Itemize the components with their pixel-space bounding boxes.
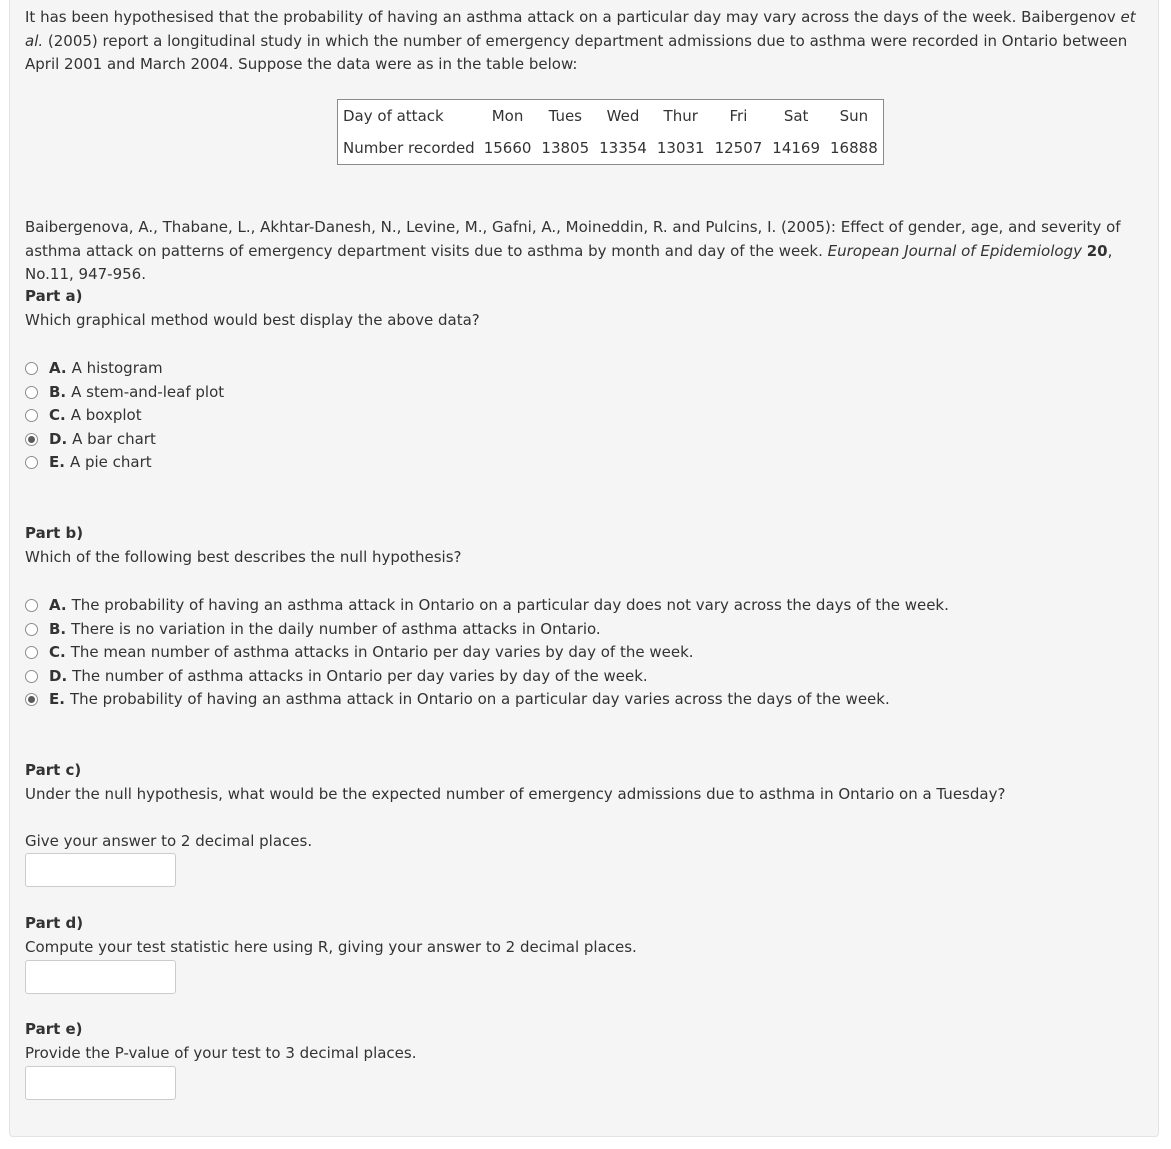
intro-paragraph [25, 6, 1147, 77]
table-header-row [338, 100, 884, 133]
table-day-cell: Wed [606, 107, 640, 125]
option-text: A histogram [71, 359, 163, 377]
table-row-label: Number recorded [343, 139, 475, 157]
radio-button[interactable] [25, 670, 38, 683]
part-c-answer-input[interactable] [25, 853, 176, 887]
table-day-cell: Thur [663, 107, 698, 125]
part-b-option-a[interactable] [25, 594, 949, 618]
intro-text-1: It has been hypothesised that the probability of having an asthma attack on a particular day may vary across the days of the week. Baibergenov [25, 8, 1121, 26]
asthma-data-table [337, 99, 884, 165]
table-count-cell: 12507 [714, 139, 763, 157]
table-count-row [338, 132, 884, 165]
option-text: A pie chart [69, 453, 152, 471]
option-text: A boxplot [70, 406, 142, 424]
reference-citation [25, 216, 1155, 287]
option-letter: D. [49, 666, 68, 685]
option-letter: C. [49, 643, 66, 661]
table-count-cell: 13031 [656, 139, 705, 157]
radio-button[interactable] [25, 433, 38, 446]
part-c-question: Under the null hypothesis, what would be the expected number of emergency admissions due to asthma in Ontario on a Tuesday? [25, 785, 1006, 803]
table-day-cell: Sat [783, 107, 809, 125]
reference-rest: , No.11, 947-956. [25, 241, 1113, 283]
radio-button[interactable] [25, 646, 38, 659]
option-text: A stem-and-leaf plot [71, 382, 225, 401]
table-header-label: Day of attack [343, 107, 444, 125]
table-day-cell: Tues [548, 107, 582, 125]
part-c-title: Part c) [25, 761, 82, 779]
option-letter: B. [49, 619, 67, 638]
question-panel [9, 0, 1159, 1137]
option-text: The mean number of asthma attacks in Ontario per day varies by day of the week. [70, 643, 694, 661]
part-a-question: Which graphical method would best display the above data? [25, 311, 480, 329]
radio-button[interactable] [25, 386, 38, 399]
part-b-option-c[interactable] [25, 641, 949, 665]
option-text: A bar chart [72, 429, 156, 448]
table-count-cell: 13805 [541, 139, 590, 157]
part-a-option-b[interactable] [25, 381, 224, 405]
part-a-options [25, 357, 224, 475]
option-letter: B. [49, 382, 67, 401]
option-letter: E. [49, 690, 65, 708]
option-letter: A. [49, 596, 67, 614]
part-d-answer-input[interactable] [25, 960, 176, 994]
part-b-option-e[interactable] [25, 688, 949, 712]
reference-journal: European Journal of Epidemiology [827, 241, 1082, 260]
part-e-title: Part e) [25, 1020, 83, 1038]
option-letter: C. [49, 406, 66, 424]
radio-button[interactable] [25, 623, 38, 636]
radio-button[interactable] [25, 456, 38, 469]
option-text: The number of asthma attacks in Ontario per day varies by day of the week. [72, 666, 648, 685]
part-b-options [25, 594, 949, 712]
radio-button[interactable] [25, 362, 38, 375]
part-a-option-a[interactable] [25, 357, 224, 381]
part-a-title: Part a) [25, 287, 83, 305]
table-count-cell: 13354 [599, 139, 647, 157]
part-a-option-c[interactable] [25, 404, 224, 428]
table-day-cell: Mon [491, 107, 524, 125]
radio-button[interactable] [25, 409, 38, 422]
part-d-question: Compute your test statistic here using R, giving your answer to 2 decimal places. [25, 938, 637, 956]
option-letter: D. [49, 429, 68, 448]
table-count-cell: 16888 [830, 139, 878, 157]
part-e-question: Provide the P-value of your test to 3 decimal places. [25, 1044, 417, 1062]
intro-et-al: et al. [25, 8, 1136, 50]
part-b-option-b[interactable] [25, 618, 949, 642]
option-text: The probability of having an asthma attack in Ontario on a particular day varies across the days of the week. [69, 690, 890, 708]
option-text: The probability of having an asthma attack in Ontario on a particular day does not vary across the days of the week. [71, 596, 949, 614]
radio-button[interactable] [25, 693, 38, 706]
part-b-option-d[interactable] [25, 665, 949, 689]
intro-text-2: (2005) report a longitudinal study in which the number of emergency department admissions due to asthma were recorded in Ontario between April 2001 and March 2004. Suppose the data were as in the table below: [25, 31, 1128, 73]
part-c-instruction: Give your answer to 2 decimal places. [25, 832, 313, 850]
part-e-answer-input[interactable] [25, 1066, 176, 1100]
part-d-title: Part d) [25, 914, 84, 932]
reference-authors-title: Baibergenova, A., Thabane, L., Akhtar-Danesh, N., Levine, M., Gafni, A., Moineddin, R. and Pulcins, I. (2005): Effect of gender, age, and severity of asthma attack on patterns of emergency department visits due to asthma by month and day of the week. [25, 218, 1121, 260]
table-count-cell: 15660 [483, 139, 532, 157]
part-a-option-d[interactable] [25, 428, 224, 452]
table-count-cell: 14169 [772, 139, 821, 157]
option-letter: A. [49, 359, 67, 377]
part-b-title: Part b) [25, 524, 84, 542]
option-letter: E. [49, 453, 65, 471]
reference-volume: 20 [1086, 241, 1108, 260]
table-day-cell: Sun [839, 107, 869, 125]
part-b-question: Which of the following best describes the null hypothesis? [25, 548, 462, 566]
part-a-option-e[interactable] [25, 451, 224, 475]
option-text: There is no variation in the daily number of asthma attacks in Ontario. [71, 619, 601, 638]
table-day-cell: Fri [729, 107, 748, 125]
radio-button[interactable] [25, 599, 38, 612]
